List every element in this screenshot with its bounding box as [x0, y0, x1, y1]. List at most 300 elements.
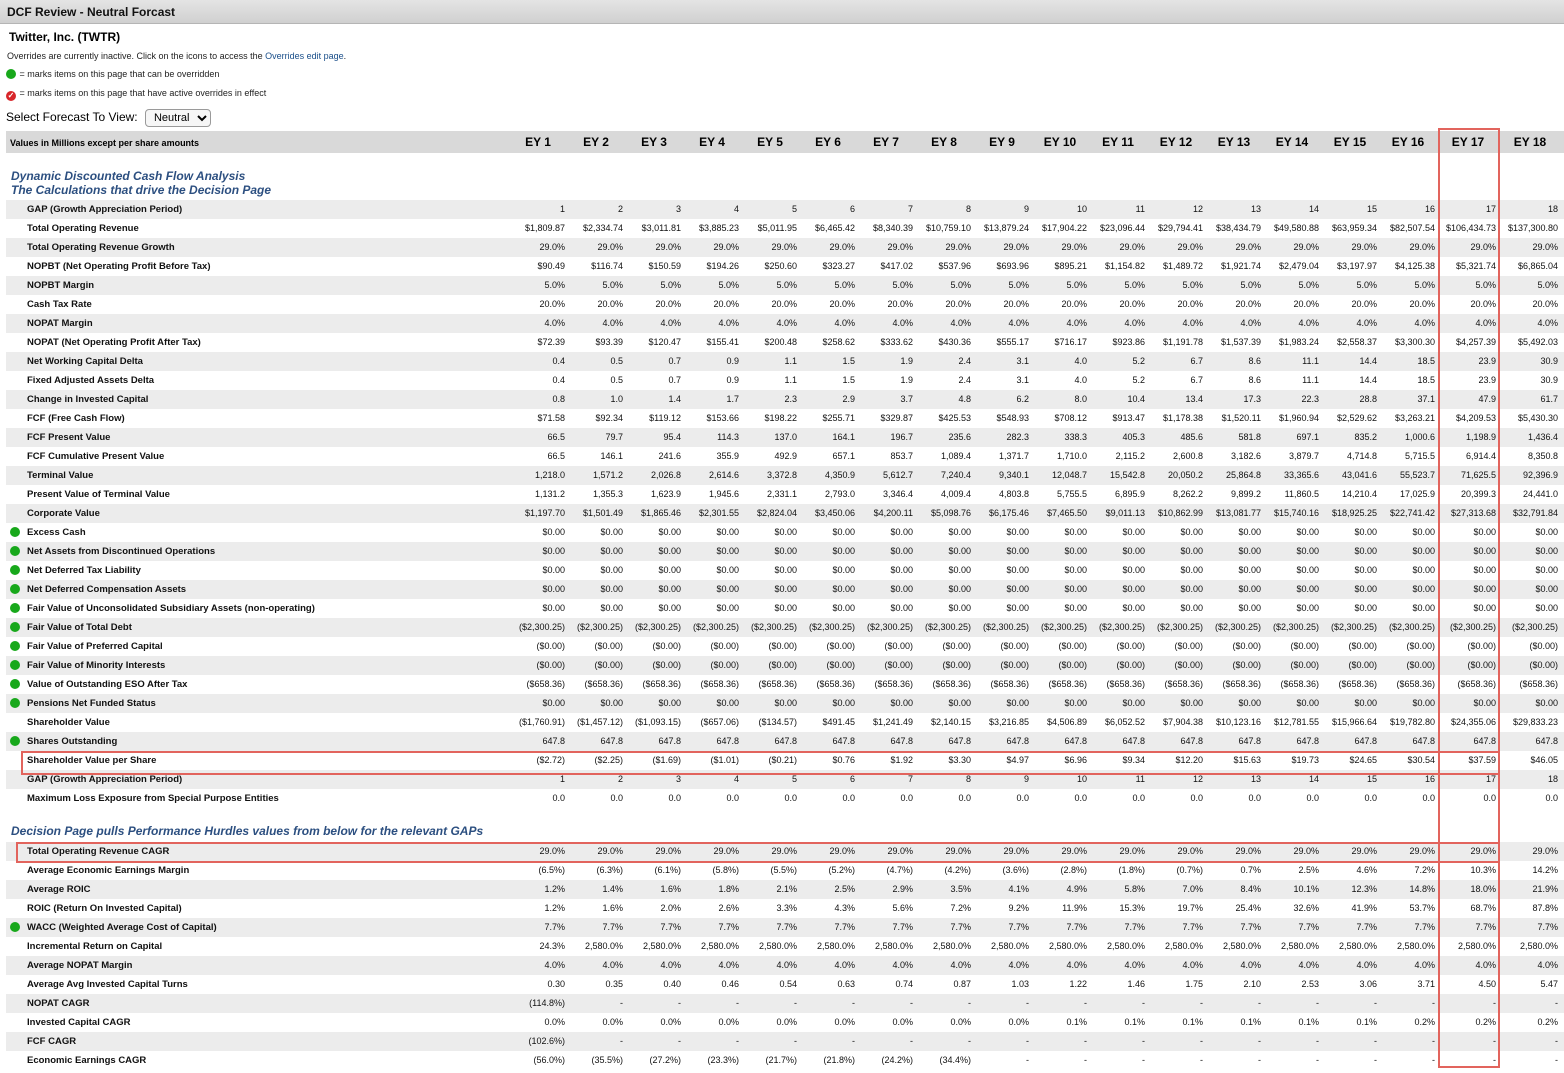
cell-value: 29.0% — [1119, 846, 1145, 856]
row-label: FCF CAGR — [27, 1036, 77, 1047]
cell-value: $0.00 — [658, 584, 681, 594]
header-label: Values in Millions except per share amounts — [10, 138, 200, 148]
cell-value: 647.8 — [1412, 736, 1435, 746]
cell-value: $23,096.44 — [1099, 223, 1145, 233]
cell-value: 15,542.8 — [1109, 470, 1145, 480]
cell-value: 5.0% — [602, 280, 623, 290]
cell-value: $0.00 — [1535, 565, 1558, 575]
cell-value: 29.0% — [1470, 846, 1496, 856]
cell-value: (4.2%) — [944, 865, 971, 875]
cell-value: 1,198.9 — [1465, 432, 1496, 442]
cell-value: $6,465.42 — [814, 223, 855, 233]
cell-value: $0.00 — [542, 527, 565, 537]
cell-value: 29.0% — [1003, 242, 1029, 252]
cell-value: 47.9 — [1478, 394, 1496, 404]
cell-value: 0.0% — [892, 1017, 913, 1027]
cell-value: 17 — [1485, 204, 1496, 214]
cell-value: 20.0% — [539, 299, 565, 309]
cell-value: 20.0% — [1351, 299, 1377, 309]
override-dot-icon[interactable] — [10, 660, 20, 670]
cell-value: $6,865.04 — [1517, 261, 1558, 271]
cell-value: 3,346.4 — [882, 489, 913, 499]
cell-value: 4.0% — [950, 318, 971, 328]
cell-value: ($2.25) — [594, 755, 623, 765]
cell-value: - — [1316, 998, 1319, 1008]
cell-value: 0.1% — [1066, 1017, 1087, 1027]
cell-value: 1,355.3 — [592, 489, 623, 499]
cell-value: 1,131.2 — [534, 489, 565, 499]
cell-value: 282.3 — [1006, 432, 1029, 442]
override-dot-icon[interactable] — [10, 527, 20, 537]
row-label: Maximum Loss Exposure from Special Purpose Entities — [27, 793, 279, 804]
cell-value: 8.4% — [1240, 884, 1261, 894]
cell-value: $90.49 — [537, 261, 565, 271]
cell-value: 2.4 — [958, 375, 971, 385]
forecast-label: Select Forecast To View: — [6, 110, 138, 124]
cell-value: 0.7 — [668, 356, 681, 366]
cell-value: 647.8 — [1064, 736, 1087, 746]
cell-value: 4.0% — [950, 960, 971, 970]
cell-value: - — [1026, 1055, 1029, 1065]
cell-value: ($0.00) — [1348, 660, 1377, 670]
cell-value: $12,781.55 — [1273, 717, 1319, 727]
cell-value: - — [968, 1036, 971, 1046]
cell-value: 29.0% — [887, 846, 913, 856]
cell-value: ($2,300.25) — [1449, 622, 1496, 632]
cell-value: 0.0 — [726, 793, 739, 803]
override-dot-icon[interactable] — [10, 603, 20, 613]
override-dot-icon[interactable] — [10, 922, 20, 932]
override-dot-icon[interactable] — [10, 546, 20, 556]
cell-value: 5.6% — [892, 903, 913, 913]
cell-value: 29.0% — [771, 242, 797, 252]
cell-value: - — [1555, 1036, 1558, 1046]
cell-value: $0.00 — [1064, 527, 1087, 537]
cell-value: 18.0% — [1470, 884, 1496, 894]
cell-value: 0.0 — [842, 793, 855, 803]
cell-value: 835.2 — [1354, 432, 1377, 442]
cell-value: $0.00 — [1064, 584, 1087, 594]
cell-value: 7.7% — [660, 922, 681, 932]
cell-value: $6.96 — [1064, 755, 1087, 765]
cell-value: 4.0% — [1356, 318, 1377, 328]
cell-value: ($0.00) — [826, 660, 855, 670]
cell-value: 2.9% — [892, 884, 913, 894]
cell-value: 29.0% — [1119, 242, 1145, 252]
cell-value: $1,241.49 — [872, 717, 913, 727]
cell-value: 1.2% — [544, 903, 565, 913]
cell-value: $72.39 — [537, 337, 565, 347]
cell-value: ($2,300.25) — [1098, 622, 1145, 632]
cell-value: ($1,760.91) — [518, 717, 565, 727]
cell-value: ($2,300.25) — [750, 622, 797, 632]
cell-value: 7.7% — [1008, 922, 1029, 932]
cell-value: 17 — [1485, 774, 1496, 784]
cell-value: 5 — [791, 204, 797, 214]
cell-value: 33,365.6 — [1283, 470, 1319, 480]
row-label: Shares Outstanding — [27, 736, 118, 747]
row-label: Fair Value of Unconsolidated Subsidiary Assets (non-operating) — [27, 603, 315, 614]
cell-value: 0.0% — [718, 1017, 739, 1027]
cell-value: 0.5 — [610, 375, 623, 385]
cell-value: 0.0 — [1545, 793, 1558, 803]
overrides-note-text: Overrides are currently inactive. Click on the icons to access the — [7, 51, 263, 61]
cell-value: 5.0% — [660, 280, 681, 290]
cell-value: $5,430.30 — [1517, 413, 1558, 423]
table-row — [6, 599, 1564, 618]
table-row — [6, 770, 1564, 789]
cell-value: (21.7%) — [765, 1055, 797, 1065]
override-dot-icon[interactable] — [10, 584, 20, 594]
cell-value: $12.20 — [1175, 755, 1203, 765]
cell-value: $0.00 — [658, 527, 681, 537]
table-row — [6, 561, 1564, 580]
table-row — [6, 937, 1564, 956]
cell-value: 4.0% — [718, 318, 739, 328]
table-row — [6, 656, 1564, 675]
cell-value: 4.0% — [1182, 318, 1203, 328]
row-label: ROIC (Return On Invested Capital) — [27, 903, 182, 914]
cell-value: 2,580.0% — [990, 941, 1029, 951]
cell-value: - — [1493, 1036, 1496, 1046]
cell-value: 647.8 — [948, 736, 971, 746]
column-header: EY 18 — [1513, 135, 1547, 149]
cell-value: (4.7%) — [886, 865, 913, 875]
cell-value: 4,350.9 — [824, 470, 855, 480]
cell-value: $0.00 — [542, 565, 565, 575]
cell-value: 14.2% — [1532, 865, 1558, 875]
cell-value: $0.00 — [948, 584, 971, 594]
cell-value: 19.7% — [1177, 903, 1203, 913]
cell-value: $0.00 — [1296, 546, 1319, 556]
table-row — [6, 333, 1564, 352]
cell-value: $82,507.54 — [1389, 223, 1435, 233]
row-label: NOPAT CAGR — [27, 998, 90, 1009]
cell-value: ($658.36) — [584, 679, 623, 689]
cell-value: ($2,300.25) — [1511, 622, 1558, 632]
cell-value: - — [1555, 998, 1558, 1008]
cell-value: $0.00 — [774, 698, 797, 708]
cell-value: 1.9 — [900, 356, 913, 366]
cell-value: 20.0% — [1061, 299, 1087, 309]
cell-value: $0.00 — [1535, 698, 1558, 708]
cell-value: 29.0% — [539, 846, 565, 856]
cell-value: 0.0 — [1248, 793, 1261, 803]
cell-value: 0.1% — [1182, 1017, 1203, 1027]
cell-value: - — [1084, 998, 1087, 1008]
cell-value: - — [1026, 1036, 1029, 1046]
cell-value: 18 — [1547, 774, 1558, 784]
table-row — [6, 732, 1564, 751]
table-row — [6, 257, 1564, 276]
cell-value: 4,803.8 — [998, 489, 1029, 499]
cell-value: 2,580.0% — [1048, 941, 1087, 951]
cell-value: ($2.72) — [536, 755, 565, 765]
cell-value: 4.0 — [1074, 375, 1087, 385]
cell-value: 11.1 — [1302, 356, 1319, 366]
cell-value: ($0.00) — [1232, 641, 1261, 651]
cell-value: $537.96 — [938, 261, 971, 271]
cell-value: 20.0% — [713, 299, 739, 309]
cell-value: 4.3% — [834, 903, 855, 913]
cell-value: $0.00 — [542, 546, 565, 556]
table-row — [6, 918, 1564, 937]
cell-value: ($0.00) — [1467, 641, 1496, 651]
override-dot-icon[interactable] — [10, 679, 20, 689]
cell-value: $0.00 — [832, 565, 855, 575]
cell-value: 647.8 — [774, 736, 797, 746]
cell-value: 25,864.8 — [1225, 470, 1261, 480]
cell-value: $37.59 — [1468, 755, 1496, 765]
cell-value: $0.00 — [1296, 584, 1319, 594]
cell-value: ($2,300.25) — [808, 622, 855, 632]
cell-value: ($1.01) — [710, 755, 739, 765]
cell-value: ($2,300.25) — [576, 622, 623, 632]
cell-value: $0.00 — [600, 698, 623, 708]
cell-value: 30.9 — [1540, 356, 1558, 366]
cell-value: 6 — [849, 774, 855, 784]
cell-value: $1,178.38 — [1162, 413, 1203, 423]
cell-value: $0.00 — [1238, 698, 1261, 708]
table-row — [6, 975, 1564, 994]
cell-value: $15,966.64 — [1331, 717, 1377, 727]
row-label: Invested Capital CAGR — [27, 1017, 131, 1028]
cell-value: 8.0 — [1074, 394, 1087, 404]
cell-value: ($0.00) — [710, 660, 739, 670]
cell-value: - — [1432, 1055, 1435, 1065]
cell-value: 23.9 — [1478, 356, 1496, 366]
cell-value: ($2,300.25) — [1214, 622, 1261, 632]
cell-value: $430.36 — [938, 337, 971, 347]
overrides-edit-link[interactable]: Overrides edit page — [265, 51, 344, 61]
cell-value: 20.0% — [887, 299, 913, 309]
override-dot-icon[interactable] — [10, 736, 20, 746]
table-row — [6, 713, 1564, 732]
cell-value: ($0.00) — [1467, 660, 1496, 670]
cell-value: - — [1432, 1036, 1435, 1046]
cell-value: 4.0% — [776, 318, 797, 328]
cell-value: 657.1 — [832, 451, 855, 461]
cell-value: $0.00 — [774, 527, 797, 537]
cell-value: 492.9 — [774, 451, 797, 461]
cell-value: 1.9 — [900, 375, 913, 385]
section-title: The Calculations that drive the Decision Page — [11, 183, 272, 197]
cell-value: 20.0% — [597, 299, 623, 309]
column-header: EY 2 — [583, 135, 609, 149]
cell-value: ($0.00) — [1406, 641, 1435, 651]
cell-value: 21.9% — [1532, 884, 1558, 894]
cell-value: 29.0% — [1293, 846, 1319, 856]
row-label: Shareholder Value per Share — [27, 755, 157, 766]
override-dot-icon[interactable] — [10, 641, 20, 651]
table-row — [6, 219, 1564, 238]
cell-value: 20.0% — [1293, 299, 1319, 309]
cell-value: $3,450.06 — [814, 508, 855, 518]
cell-value: 13 — [1250, 774, 1261, 784]
cell-value: 11,860.5 — [1284, 489, 1319, 499]
cell-value: $716.17 — [1054, 337, 1087, 347]
override-dot-icon[interactable] — [10, 698, 20, 708]
cell-value: 0.0% — [602, 1017, 623, 1027]
row-label: Average Economic Earnings Margin — [27, 865, 190, 876]
cell-value: (34.4%) — [939, 1055, 971, 1065]
cell-value: 13.4 — [1185, 394, 1203, 404]
cell-value: 7.7% — [1182, 922, 1203, 932]
cell-value: (0.7%) — [1176, 865, 1203, 875]
cell-value: 4.0% — [892, 960, 913, 970]
cell-value: 53.7% — [1409, 903, 1435, 913]
cell-value: 15.3% — [1119, 903, 1145, 913]
cell-value: $7,465.50 — [1046, 508, 1087, 518]
cell-value: - — [1374, 1055, 1377, 1065]
cell-value: ($2,300.25) — [982, 622, 1029, 632]
cell-value: 20.0% — [655, 299, 681, 309]
cell-value: $0.00 — [658, 546, 681, 556]
cell-value: - — [1493, 998, 1496, 1008]
cell-value: ($0.21) — [768, 755, 797, 765]
cell-value: 2.1% — [776, 884, 797, 894]
cell-value: (24.2%) — [881, 1055, 913, 1065]
cell-value: $200.48 — [764, 337, 797, 347]
cell-value: 4.0% — [1240, 318, 1261, 328]
cell-value: $0.00 — [658, 603, 681, 613]
table-row — [6, 618, 1564, 637]
cell-value: $0.00 — [1238, 603, 1261, 613]
cell-value: ($0.00) — [594, 641, 623, 651]
cell-value: 20.0% — [1470, 299, 1496, 309]
row-label: Net Deferred Tax Liability — [27, 565, 141, 576]
column-header: EY 4 — [699, 135, 725, 149]
row-label: FCF (Free Cash Flow) — [27, 413, 125, 424]
row-label: Terminal Value — [27, 470, 94, 481]
cell-value: 5.0% — [892, 280, 913, 290]
cell-value: 29.0% — [1409, 242, 1435, 252]
cell-value: $49,580.88 — [1273, 223, 1319, 233]
cell-value: 2.4 — [958, 356, 971, 366]
overrides-note-end: . — [343, 51, 347, 61]
row-label: Net Working Capital Delta — [27, 356, 143, 367]
cell-value: 7.7% — [718, 922, 739, 932]
table-row — [6, 276, 1564, 295]
cell-value: $250.60 — [764, 261, 797, 271]
table-row — [6, 466, 1564, 485]
cell-value: 0.0% — [950, 1017, 971, 1027]
cell-value: ($0.00) — [1529, 660, 1558, 670]
cell-value: 8.6 — [1248, 375, 1261, 385]
cell-value: 12.3% — [1351, 884, 1377, 894]
cell-value: $0.00 — [600, 565, 623, 575]
override-dot-icon[interactable] — [10, 565, 20, 575]
cell-value: - — [852, 1036, 855, 1046]
cell-value: 14 — [1308, 774, 1319, 784]
cell-value: 4.0% — [1298, 318, 1319, 328]
cell-value: $0.00 — [1006, 603, 1029, 613]
cell-value: $0.00 — [1238, 546, 1261, 556]
row-label: Excess Cash — [27, 527, 86, 538]
cell-value: $425.53 — [938, 413, 971, 423]
cell-value: 12 — [1192, 774, 1203, 784]
table-row — [6, 200, 1564, 219]
cell-value: $2,140.15 — [930, 717, 971, 727]
cell-value: $0.00 — [542, 698, 565, 708]
red-check-icon: ✓ — [7, 91, 15, 100]
column-header: EY 5 — [757, 135, 783, 149]
row-label: Fair Value of Preferred Capital — [27, 641, 163, 652]
cell-value: ($2,300.25) — [1388, 622, 1435, 632]
cell-value: (5.5%) — [770, 865, 797, 875]
cell-value: 25.4% — [1235, 903, 1261, 913]
cell-value: 3,182.6 — [1230, 451, 1261, 461]
cell-value: $3,300.30 — [1394, 337, 1435, 347]
cell-value: $0.00 — [658, 698, 681, 708]
cell-value: $6,052.52 — [1104, 717, 1145, 727]
cell-value: 0.0% — [1008, 1017, 1029, 1027]
cell-value: $3,011.81 — [641, 223, 681, 233]
cell-value: $1,983.24 — [1278, 337, 1319, 347]
cell-value: 9.2% — [1008, 903, 1029, 913]
cell-value: $32,791.84 — [1512, 508, 1558, 518]
cell-value: 8,350.8 — [1527, 451, 1558, 461]
cell-value: 647.8 — [658, 736, 681, 746]
cell-value: $0.00 — [948, 603, 971, 613]
cell-value: $0.00 — [1473, 565, 1496, 575]
cell-value: $0.00 — [832, 584, 855, 594]
cell-value: 1.4% — [602, 884, 623, 894]
row-label: Average ROIC — [27, 884, 91, 895]
cell-value: 0.35 — [605, 979, 623, 989]
cell-value: 29.0% — [1351, 242, 1377, 252]
cell-value: $555.17 — [996, 337, 1029, 347]
cell-value: 8 — [965, 774, 971, 784]
cell-value: 29.0% — [829, 242, 855, 252]
cell-value: - — [1200, 998, 1203, 1008]
table-row — [6, 751, 1564, 770]
cell-value: 0.0 — [1422, 793, 1435, 803]
cell-value: ($0.00) — [594, 660, 623, 670]
column-header: EY 11 — [1102, 135, 1134, 149]
cell-value: 29.0% — [1177, 846, 1203, 856]
cell-value: $0.00 — [542, 603, 565, 613]
cell-value: $895.21 — [1054, 261, 1087, 271]
cell-value: 5,715.5 — [1404, 451, 1435, 461]
cell-value: 1.5 — [842, 375, 855, 385]
cell-value: - — [1200, 1055, 1203, 1065]
cell-value: ($658.36) — [1396, 679, 1435, 689]
override-dot-icon[interactable] — [10, 622, 20, 632]
cell-value: $19.73 — [1291, 755, 1319, 765]
cell-value: 7 — [907, 774, 913, 784]
cell-value: - — [852, 998, 855, 1008]
cell-value: ($0.00) — [710, 641, 739, 651]
cell-value: $5,011.95 — [757, 223, 797, 233]
row-label: Present Value of Terminal Value — [27, 489, 170, 500]
cell-value: ($0.00) — [1290, 641, 1319, 651]
cell-value: 4.0% — [602, 318, 623, 328]
row-label: Cash Tax Rate — [27, 299, 92, 310]
cell-value: $0.00 — [1006, 584, 1029, 594]
cell-value: $2,334.74 — [582, 223, 623, 233]
cell-value: 17,025.9 — [1399, 489, 1435, 499]
cell-value: 7.7% — [1298, 922, 1319, 932]
cell-value: 1,710.0 — [1056, 451, 1087, 461]
cell-value: 20.0% — [771, 299, 797, 309]
table-row — [6, 637, 1564, 656]
cell-value: 7.0% — [1182, 884, 1203, 894]
cell-value: 0.0 — [668, 793, 681, 803]
cell-value: $2,824.04 — [756, 508, 797, 518]
cell-value: $29,794.41 — [1157, 223, 1203, 233]
cell-value: ($658.36) — [642, 679, 681, 689]
